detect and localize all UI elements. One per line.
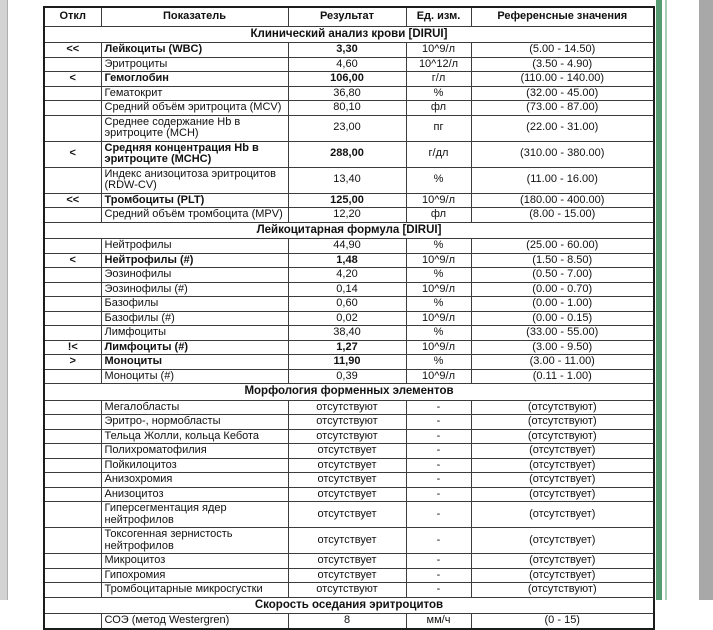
flag-cell <box>44 528 101 554</box>
table-header <box>44 7 654 26</box>
reference-cell: (110.00 - 140.00) <box>471 72 654 87</box>
unit-cell: - <box>406 502 471 528</box>
result-cell: 288,00 <box>288 141 406 167</box>
unit-cell: мм/ч <box>406 614 471 629</box>
indicator-cell: Анизоцитоз <box>101 487 288 502</box>
col-header-reference: Референсные значения <box>471 7 654 26</box>
unit-cell: г/л <box>406 72 471 87</box>
result-cell: отсутствует <box>288 568 406 583</box>
indicator-cell: Гемоглобин <box>101 72 288 87</box>
reference-cell: (8.00 - 15.00) <box>471 208 654 223</box>
unit-cell: 10^9/л <box>406 311 471 326</box>
indicator-cell: Полихроматофилия <box>101 444 288 459</box>
reference-cell: (отсутствуют) <box>471 415 654 430</box>
reference-cell: (11.00 - 16.00) <box>471 167 654 193</box>
flag-cell: > <box>44 355 101 370</box>
reference-cell: (отсутствует) <box>471 568 654 583</box>
unit-cell: г/дл <box>406 141 471 167</box>
indicator-cell: Тромбоцитарные микросгустки <box>101 583 288 598</box>
flag-cell <box>44 487 101 502</box>
table-row <box>44 57 654 72</box>
table-body <box>44 26 654 629</box>
result-cell: 38,40 <box>288 326 406 341</box>
reference-cell: (25.00 - 60.00) <box>471 239 654 254</box>
unit-cell: - <box>406 487 471 502</box>
result-cell: отсутствуют <box>288 415 406 430</box>
result-cell: 23,00 <box>288 115 406 141</box>
section-title: Клинический анализ крови [DIRUI] <box>44 26 654 43</box>
table-row <box>44 43 654 58</box>
result-cell: отсутствует <box>288 473 406 488</box>
indicator-cell: Средний объём тромбоцита (MPV) <box>101 208 288 223</box>
result-cell: 4,60 <box>288 57 406 72</box>
table-row <box>44 282 654 297</box>
indicator-cell: Эозинофилы (#) <box>101 282 288 297</box>
unit-cell: 10^12/л <box>406 57 471 72</box>
indicator-cell: Тромбоциты (PLT) <box>101 193 288 208</box>
table-row <box>44 528 654 554</box>
indicator-cell: Анизохромия <box>101 473 288 488</box>
table-row <box>44 473 654 488</box>
table-row <box>44 326 654 341</box>
reference-cell: (отсутствуют) <box>471 429 654 444</box>
unit-cell: % <box>406 239 471 254</box>
section-header-row <box>44 26 654 43</box>
flag-cell <box>44 568 101 583</box>
section-title: Скорость оседания эритроцитов <box>44 597 654 614</box>
reference-cell: (отсутствуют) <box>471 583 654 598</box>
reference-cell: (0.11 - 1.00) <box>471 369 654 384</box>
table-row <box>44 429 654 444</box>
green-divider-line <box>665 0 667 600</box>
flag-cell <box>44 208 101 223</box>
reference-cell: (73.00 - 87.00) <box>471 101 654 116</box>
result-cell: 13,40 <box>288 167 406 193</box>
unit-cell: 10^9/л <box>406 43 471 58</box>
reference-cell: (отсутствуют) <box>471 400 654 415</box>
reference-cell: (0.00 - 0.70) <box>471 282 654 297</box>
reference-cell: (отсутствует) <box>471 554 654 569</box>
unit-cell: - <box>406 458 471 473</box>
indicator-cell: Средний объём эритроцита (MCV) <box>101 101 288 116</box>
reference-cell: (0.00 - 1.00) <box>471 297 654 312</box>
reference-cell: (5.00 - 14.50) <box>471 43 654 58</box>
reference-cell: (отсутствует) <box>471 444 654 459</box>
unit-cell: фл <box>406 208 471 223</box>
flag-cell <box>44 86 101 101</box>
unit-cell: - <box>406 554 471 569</box>
indicator-cell: Средняя концентрация Hb в эритроците (MCHC) <box>101 141 288 167</box>
table-row <box>44 253 654 268</box>
indicator-cell: Индекс анизоцитоза эритроцитов (RDW-CV) <box>101 167 288 193</box>
indicator-cell: Лейкоциты (WBC) <box>101 43 288 58</box>
indicator-cell: Эритроциты <box>101 57 288 72</box>
indicator-cell: Гематокрит <box>101 86 288 101</box>
flag-cell <box>44 614 101 629</box>
indicator-cell: Гиперсегментация ядер нейтрофилов <box>101 502 288 528</box>
table-row <box>44 86 654 101</box>
section-header-row <box>44 597 654 614</box>
table-row <box>44 72 654 87</box>
table-row <box>44 355 654 370</box>
flag-cell <box>44 554 101 569</box>
indicator-cell: Базофилы (#) <box>101 311 288 326</box>
table-row <box>44 458 654 473</box>
result-cell: отсутствуют <box>288 429 406 444</box>
table-row <box>44 297 654 312</box>
flag-cell <box>44 458 101 473</box>
unit-cell: 10^9/л <box>406 253 471 268</box>
table-row <box>44 141 654 167</box>
table-row <box>44 208 654 223</box>
unit-cell: % <box>406 167 471 193</box>
result-cell: 1,48 <box>288 253 406 268</box>
table-row <box>44 115 654 141</box>
reference-cell: (3.00 - 11.00) <box>471 355 654 370</box>
result-cell: 80,10 <box>288 101 406 116</box>
table-row <box>44 167 654 193</box>
indicator-cell: Токсогенная зернистость нейтрофилов <box>101 528 288 554</box>
col-header-result: Результат <box>288 7 406 26</box>
result-cell: 0,02 <box>288 311 406 326</box>
table-row <box>44 502 654 528</box>
section-header-row <box>44 384 654 401</box>
unit-cell: - <box>406 473 471 488</box>
result-cell: отсутствует <box>288 554 406 569</box>
reference-cell: (0.50 - 7.00) <box>471 268 654 283</box>
indicator-cell: Пойкилоцитоз <box>101 458 288 473</box>
result-cell: 8 <box>288 614 406 629</box>
flag-cell <box>44 400 101 415</box>
flag-cell <box>44 167 101 193</box>
result-cell: отсутствуют <box>288 400 406 415</box>
result-cell: отсутствует <box>288 502 406 528</box>
reference-cell: (отсутствует) <box>471 502 654 528</box>
table-row <box>44 583 654 598</box>
indicator-cell: Мегалобласты <box>101 400 288 415</box>
flag-cell <box>44 502 101 528</box>
reference-cell: (3.00 - 9.50) <box>471 340 654 355</box>
lab-results-table <box>43 6 655 630</box>
unit-cell: 10^9/л <box>406 193 471 208</box>
reference-cell: (310.00 - 380.00) <box>471 141 654 167</box>
table-row <box>44 554 654 569</box>
indicator-cell: Гипохромия <box>101 568 288 583</box>
unit-cell: % <box>406 268 471 283</box>
flag-cell <box>44 268 101 283</box>
unit-cell: % <box>406 355 471 370</box>
table-row <box>44 101 654 116</box>
flag-cell <box>44 101 101 116</box>
result-cell: отсутствуют <box>288 583 406 598</box>
reference-cell: (22.00 - 31.00) <box>471 115 654 141</box>
result-cell: 44,90 <box>288 239 406 254</box>
flag-cell <box>44 429 101 444</box>
flag-cell <box>44 415 101 430</box>
table-row <box>44 193 654 208</box>
section-title: Лейкоцитарная формула [DIRUI] <box>44 222 654 239</box>
reference-cell: (0 - 15) <box>471 614 654 629</box>
section-header-row <box>44 222 654 239</box>
result-cell: 11,90 <box>288 355 406 370</box>
flag-cell: !< <box>44 340 101 355</box>
result-cell: 1,27 <box>288 340 406 355</box>
indicator-cell: Лимфоциты (#) <box>101 340 288 355</box>
result-cell: отсутствует <box>288 487 406 502</box>
reference-cell: (1.50 - 8.50) <box>471 253 654 268</box>
flag-cell: < <box>44 141 101 167</box>
section-title: Морфология форменных элементов <box>44 384 654 401</box>
indicator-cell: Лимфоциты <box>101 326 288 341</box>
flag-cell <box>44 239 101 254</box>
unit-cell: 10^9/л <box>406 340 471 355</box>
unit-cell: - <box>406 429 471 444</box>
unit-cell: 10^9/л <box>406 369 471 384</box>
flag-cell <box>44 297 101 312</box>
unit-cell: % <box>406 326 471 341</box>
green-divider-bar <box>656 0 662 600</box>
unit-cell: - <box>406 528 471 554</box>
flag-cell: < <box>44 72 101 87</box>
flag-cell <box>44 444 101 459</box>
reference-cell: (0.00 - 0.15) <box>471 311 654 326</box>
flag-cell <box>44 57 101 72</box>
unit-cell: 10^9/л <box>406 282 471 297</box>
table-row <box>44 268 654 283</box>
indicator-cell: Моноциты <box>101 355 288 370</box>
result-cell: отсутствует <box>288 444 406 459</box>
indicator-cell: Среднее содержание Hb в эритроците (MCH) <box>101 115 288 141</box>
indicator-cell: Тельца Жолли, кольца Кебота <box>101 429 288 444</box>
result-cell: 12,20 <box>288 208 406 223</box>
flag-cell: < <box>44 253 101 268</box>
indicator-cell: Эозинофилы <box>101 268 288 283</box>
result-cell: 0,60 <box>288 297 406 312</box>
reference-cell: (3.50 - 4.90) <box>471 57 654 72</box>
unit-cell: - <box>406 568 471 583</box>
unit-cell: - <box>406 583 471 598</box>
result-cell: 3,30 <box>288 43 406 58</box>
table-row <box>44 369 654 384</box>
result-cell: 0,14 <box>288 282 406 297</box>
indicator-cell: Моноциты (#) <box>101 369 288 384</box>
reference-cell: (отсутствует) <box>471 487 654 502</box>
result-cell: 0,39 <box>288 369 406 384</box>
unit-cell: пг <box>406 115 471 141</box>
result-cell: отсутствует <box>288 528 406 554</box>
col-header-flag: Откл <box>44 7 101 26</box>
unit-cell: % <box>406 297 471 312</box>
left-gutter <box>0 0 8 600</box>
table-row <box>44 311 654 326</box>
reference-cell: (отсутствует) <box>471 528 654 554</box>
result-cell: отсутствует <box>288 458 406 473</box>
flag-cell <box>44 369 101 384</box>
col-header-unit: Ед. изм. <box>406 7 471 26</box>
indicator-cell: Нейтрофилы <box>101 239 288 254</box>
flag-cell <box>44 282 101 297</box>
unit-cell: - <box>406 415 471 430</box>
reference-cell: (32.00 - 45.00) <box>471 86 654 101</box>
unit-cell: - <box>406 444 471 459</box>
result-cell: 36,80 <box>288 86 406 101</box>
table-row <box>44 568 654 583</box>
scrollbar-track[interactable] <box>699 0 713 600</box>
table-row <box>44 239 654 254</box>
unit-cell: фл <box>406 101 471 116</box>
flag-cell <box>44 311 101 326</box>
result-cell: 106,00 <box>288 72 406 87</box>
reference-cell: (33.00 - 55.00) <box>471 326 654 341</box>
reference-cell: (отсутствует) <box>471 473 654 488</box>
reference-cell: (180.00 - 400.00) <box>471 193 654 208</box>
header-row <box>44 7 654 26</box>
result-cell: 4,20 <box>288 268 406 283</box>
col-header-indicator: Показатель <box>101 7 288 26</box>
flag-cell <box>44 473 101 488</box>
unit-cell: - <box>406 400 471 415</box>
table-row <box>44 487 654 502</box>
flag-cell: << <box>44 43 101 58</box>
table-row <box>44 614 654 629</box>
flag-cell <box>44 115 101 141</box>
table-row <box>44 340 654 355</box>
reference-cell: (отсутствует) <box>471 458 654 473</box>
indicator-cell: Эритро-, нормобласты <box>101 415 288 430</box>
table-row <box>44 415 654 430</box>
indicator-cell: СОЭ (метод Westergren) <box>101 614 288 629</box>
result-cell: 125,00 <box>288 193 406 208</box>
table-row <box>44 444 654 459</box>
flag-cell <box>44 583 101 598</box>
indicator-cell: Базофилы <box>101 297 288 312</box>
indicator-cell: Нейтрофилы (#) <box>101 253 288 268</box>
flag-cell: << <box>44 193 101 208</box>
indicator-cell: Микроцитоз <box>101 554 288 569</box>
flag-cell <box>44 326 101 341</box>
table-row <box>44 400 654 415</box>
unit-cell: % <box>406 86 471 101</box>
